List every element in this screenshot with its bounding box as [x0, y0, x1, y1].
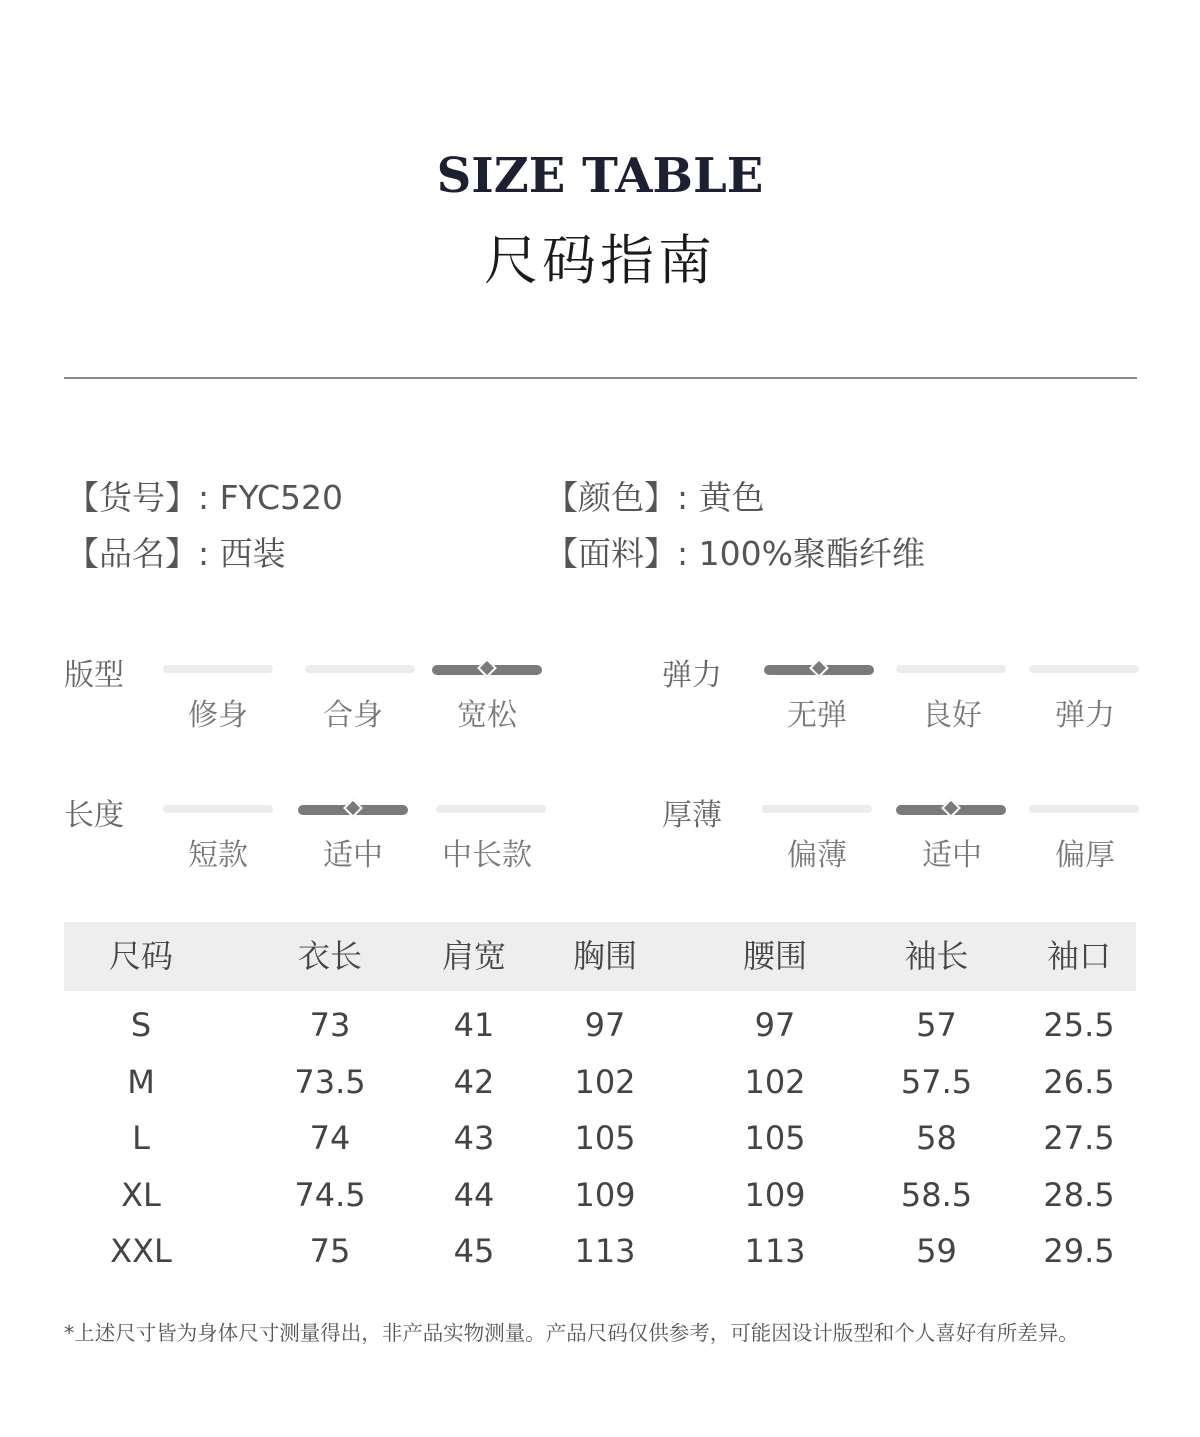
page-title-en: SIZE TABLE	[436, 148, 764, 204]
elasticity-label: 弹力	[662, 658, 722, 693]
table-cell: 109	[574, 1175, 636, 1214]
fabric-row	[545, 528, 925, 575]
fit-track-0	[163, 665, 273, 673]
table-cell: 75	[309, 1232, 351, 1270]
item-number-value: FYC520	[219, 478, 343, 517]
table-cell: 42	[453, 1062, 495, 1101]
table-cell: 97	[584, 1006, 626, 1044]
fit-option-slim: 修身	[188, 698, 248, 733]
header-shoulder: 肩宽	[441, 937, 506, 975]
length-track-2	[436, 805, 546, 813]
table-cell: 113	[574, 1232, 636, 1270]
diamond-marker-icon	[343, 798, 363, 818]
table-cell: 58.5	[900, 1175, 973, 1214]
table-header	[64, 922, 1136, 991]
color-row	[545, 472, 765, 519]
table-cell: 59	[916, 1232, 957, 1270]
table-row	[64, 1110, 1136, 1167]
table-cell: L	[132, 1119, 150, 1157]
table-row	[64, 1167, 1136, 1224]
table-cell: 29.5	[1043, 1232, 1115, 1270]
elasticity-option-good: 良好	[922, 698, 982, 733]
thickness-option-thin: 偏薄	[787, 838, 847, 873]
table-cell: 25.5	[1043, 1006, 1115, 1044]
table-cell: 43	[453, 1119, 495, 1157]
table-cell: 73	[309, 1006, 351, 1044]
diamond-marker-icon	[477, 658, 497, 678]
product-name-value: 西装	[219, 534, 286, 573]
table-cell: 73.5	[294, 1062, 366, 1101]
size-table	[64, 922, 1136, 1280]
thickness-track-2	[1029, 805, 1139, 813]
table-cell: 102	[574, 1062, 636, 1101]
table-cell: 28.5	[1043, 1175, 1115, 1214]
divider	[64, 377, 1137, 379]
product-name-row	[66, 528, 286, 575]
fit-option-loose: 宽松	[457, 698, 517, 733]
table-cell: 113	[744, 1232, 806, 1270]
table-cell: 74	[309, 1119, 351, 1157]
table-cell: 58	[916, 1119, 957, 1157]
table-row	[64, 997, 1136, 1054]
table-row	[64, 1054, 1136, 1111]
color-value: 黄色	[698, 478, 765, 517]
size-disclaimer-note: *上述尺寸皆为身体尺寸测量得出，非产品实物测量。产品尺码仅供参考，可能因设计版型和个人喜好有所差异。	[64, 1321, 1079, 1345]
table-cell: 45	[453, 1232, 495, 1270]
header-sleeve-length: 袖长	[904, 937, 969, 975]
elasticity-selected-indicator	[764, 665, 874, 675]
table-cell: 97	[754, 1006, 796, 1044]
thickness-option-medium: 适中	[922, 838, 982, 873]
table-cell: 105	[574, 1119, 636, 1157]
table-cell: 105	[744, 1119, 806, 1157]
table-row	[64, 1223, 1136, 1280]
header-length: 衣长	[297, 937, 362, 975]
table-cell: 74.5	[294, 1175, 366, 1214]
fabric-label: 【面料】:	[545, 534, 689, 573]
length-track-0	[163, 805, 273, 813]
header-cuff: 袖口	[1046, 937, 1111, 975]
thickness-track-0	[762, 805, 872, 813]
elasticity-option-stretch: 弹力	[1055, 698, 1115, 733]
header-size: 尺码	[108, 937, 173, 975]
product-name-label: 【品名】:	[66, 534, 210, 573]
fit-label: 版型	[64, 658, 124, 693]
thickness-selected-indicator	[896, 805, 1006, 815]
table-cell: 41	[453, 1006, 495, 1044]
thickness-option-thick: 偏厚	[1055, 838, 1115, 873]
length-option-short: 短款	[188, 838, 248, 873]
table-cell: 57	[916, 1006, 957, 1044]
table-cell: XL	[121, 1175, 161, 1214]
thickness-label: 厚薄	[662, 798, 722, 833]
header-waist: 腰围	[742, 937, 807, 975]
page-title-cn: 尺码指南	[484, 229, 716, 292]
length-option-long: 中长款	[442, 838, 532, 873]
fit-option-regular: 合身	[323, 698, 383, 733]
table-cell: 26.5	[1043, 1062, 1115, 1101]
table-cell: 109	[744, 1175, 806, 1214]
table-cell: 27.5	[1043, 1119, 1115, 1157]
table-cell: M	[127, 1062, 155, 1101]
item-number-row	[66, 472, 343, 519]
length-label: 长度	[64, 798, 124, 833]
header-chest: 胸围	[572, 937, 637, 975]
length-selected-indicator	[298, 805, 408, 815]
diamond-marker-icon	[809, 658, 829, 678]
table-cell: 57.5	[900, 1062, 973, 1101]
fit-selected-indicator	[432, 665, 542, 675]
table-cell: 102	[744, 1062, 806, 1101]
color-label: 【颜色】:	[545, 478, 689, 517]
fit-track-1	[305, 665, 415, 673]
diamond-marker-icon	[941, 798, 961, 818]
elasticity-option-none: 无弹	[787, 698, 847, 733]
table-cell: XXL	[110, 1232, 172, 1270]
elasticity-track-1	[896, 665, 1006, 673]
item-number-label: 【货号】:	[66, 478, 210, 517]
fabric-value: 100%聚酯纤维	[698, 534, 925, 573]
table-cell: S	[130, 1006, 152, 1044]
length-option-medium: 适中	[323, 838, 383, 873]
elasticity-track-2	[1029, 665, 1139, 673]
table-cell: 44	[453, 1175, 495, 1214]
